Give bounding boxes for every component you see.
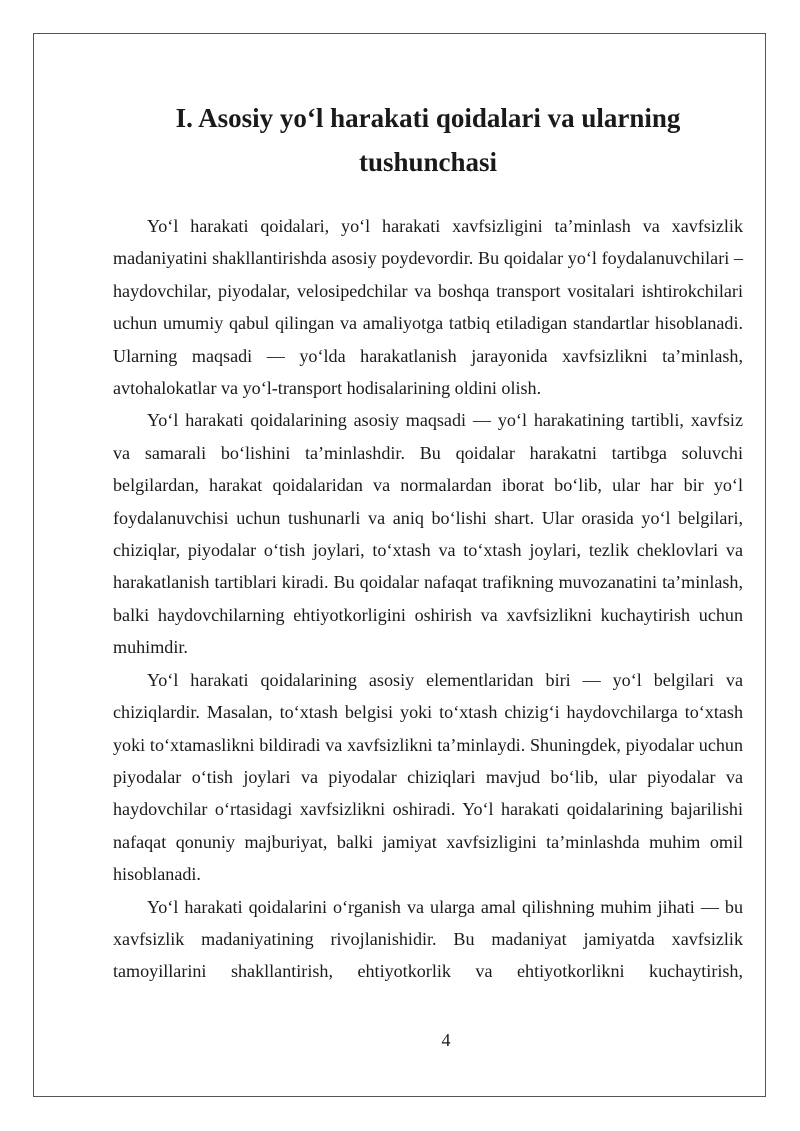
paragraph-1: Yo‘l harakati qoidalari, yo‘l harakati xavfsizligini ta’minlash va xavfsizlik madaniyatini shakllantirishda asosiy poydevordir. Bu qoidalar yo‘l foydalanuvchilari – haydovchilar, piyodalar, velosipedchilar va boshqa transport vositalari ishtirokchilari uchun umumiy qabul qilingan va amaliyotga tatbiq etiladigan standartlar hisoblanadi. Ularning maqsadi — yo‘lda harakatlanish jarayonida xavfsizlikni ta’minlash, avtohalokatlar va yo‘l-transport hodisalarining oldini olish. <box>113 216 743 399</box>
paragraph-3: Yo‘l harakati qoidalarining asosiy elementlaridan biri — yo‘l belgilari va chiziqlardir. Masalan, to‘xtash belgisi yoki to‘xtash chizig‘i haydovchilarga to‘xtash yoki to‘xtamaslikni bildiradi va xavfsizlikni ta’minlaydi. Shuningdek, piyodalar uchun piyodalar o‘tish joylari va piyodalar chiziqlari mavjud bo‘lib, ular piyodalar va haydovchilar o‘rtasidagi xavfsizlikni oshiradi. Yo‘l harakati qoidalarining bajarilishi nafaqat qonuniy majburiyat, balki jamiyat xavfsizligini ta’minlashda muhim omil hisoblanadi. <box>113 669 743 885</box>
paragraph-4: Yo‘l harakati qoidalarini o‘rganish va ularga amal qilishning muhim jihati — bu xavfsizlik madaniyatining rivojlanishidir. Bu madaniyat jamiyatda xavfsizlik tamoyillarini shakllantirish, ehtiyotkorlik va ehtiyotkorlikni kuchaytirish, <box>113 896 743 982</box>
section-title <box>113 96 743 184</box>
page-number: 4 <box>441 1030 451 1050</box>
section-title-line-1: I. Asosiy yo‘l harakati qoidalari va ularning <box>175 103 681 133</box>
body-text <box>113 210 743 988</box>
section-title-line-2: tushunchasi <box>358 147 498 177</box>
paragraph-2: Yo‘l harakati qoidalarining asosiy maqsadi — yo‘l harakatining tartibli, xavfsiz va samarali bo‘lishini ta’minlashdir. Bu qoidalar harakatni tartibga soluvchi belgilardan, harakat qoidalaridan va normalardan iborat bo‘lib, ular har bir yo‘l foydalanuvchisi uchun tushunarli va aniq bo‘lishi shart. Ular orasida yo‘l belgilari, chiziqlar, piyodalar o‘tish joylari, to‘xtash va to‘xtash joylari, tezlik cheklovlari va harakatlanish tartiblari kiradi. Bu qoidalar nafaqat trafikning muvozanatini ta’minlash, balki haydovchilarning ehtiyotkorligini oshirish va xavfsizlikni kuchaytirish uchun muhimdir. <box>113 410 743 658</box>
